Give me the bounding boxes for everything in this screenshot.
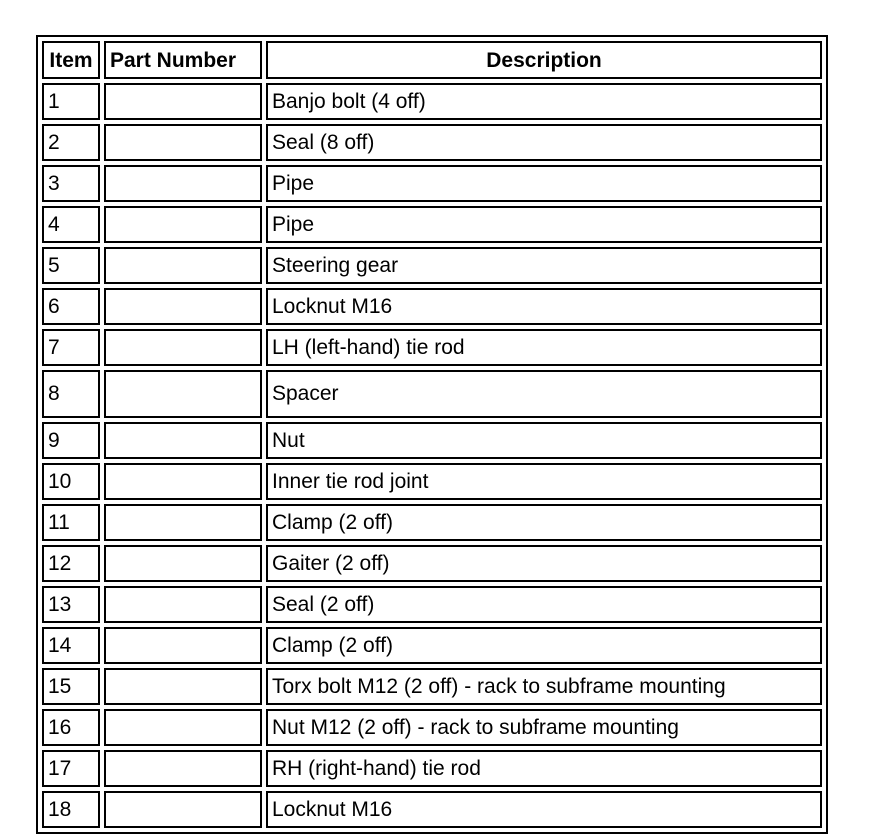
description-cell: Nut [266, 422, 822, 459]
part-number-cell [104, 750, 262, 787]
table-row [42, 627, 822, 664]
part-number-cell [104, 709, 262, 746]
table-row [42, 329, 822, 366]
table-row [42, 165, 822, 202]
table-row [42, 247, 822, 284]
table-row [42, 545, 822, 582]
part-number-cell [104, 165, 262, 202]
description-cell: Locknut M16 [266, 791, 822, 828]
table-row [42, 750, 822, 787]
table-row [42, 422, 822, 459]
item-cell: 18 [42, 791, 100, 828]
item-cell: 11 [42, 504, 100, 541]
item-cell: 17 [42, 750, 100, 787]
part-number-cell [104, 668, 262, 705]
item-cell: 12 [42, 545, 100, 582]
description-cell: Banjo bolt (4 off) [266, 83, 822, 120]
item-cell: 15 [42, 668, 100, 705]
part-number-cell [104, 83, 262, 120]
item-cell: 3 [42, 165, 100, 202]
description-cell: Pipe [266, 206, 822, 243]
description-cell: LH (left-hand) tie rod [266, 329, 822, 366]
table-row [42, 463, 822, 500]
description-cell: Torx bolt M12 (2 off) - rack to subframe mounting [266, 668, 822, 705]
table-row [42, 668, 822, 705]
description-cell: Pipe [266, 165, 822, 202]
description-cell: Inner tie rod joint [266, 463, 822, 500]
part-number-cell [104, 206, 262, 243]
item-cell: 1 [42, 83, 100, 120]
header-row [42, 41, 822, 79]
part-number-cell [104, 329, 262, 366]
description-cell: Spacer [266, 370, 822, 418]
description-cell: Clamp (2 off) [266, 627, 822, 664]
item-cell: 6 [42, 288, 100, 325]
part-number-cell [104, 463, 262, 500]
item-cell: 14 [42, 627, 100, 664]
part-number-cell [104, 586, 262, 623]
table-row [42, 206, 822, 243]
table-row [42, 370, 822, 418]
description-cell: Clamp (2 off) [266, 504, 822, 541]
description-cell: Gaiter (2 off) [266, 545, 822, 582]
parts-table [36, 35, 828, 834]
part-number-cell [104, 370, 262, 418]
description-cell: Seal (2 off) [266, 586, 822, 623]
part-number-cell [104, 124, 262, 161]
item-cell: 13 [42, 586, 100, 623]
header-part-number: Part Number [104, 41, 262, 79]
description-cell: Locknut M16 [266, 288, 822, 325]
part-number-cell [104, 545, 262, 582]
part-number-cell [104, 627, 262, 664]
table-row [42, 791, 822, 828]
description-cell: Nut M12 (2 off) - rack to subframe mounting [266, 709, 822, 746]
item-cell: 10 [42, 463, 100, 500]
item-cell: 4 [42, 206, 100, 243]
description-cell: Seal (8 off) [266, 124, 822, 161]
item-cell: 8 [42, 370, 100, 418]
part-number-cell [104, 791, 262, 828]
table-row [42, 504, 822, 541]
table-row [42, 124, 822, 161]
table-row [42, 709, 822, 746]
description-cell: Steering gear [266, 247, 822, 284]
header-item: Item [42, 41, 100, 79]
part-number-cell [104, 422, 262, 459]
part-number-cell [104, 504, 262, 541]
item-cell: 5 [42, 247, 100, 284]
part-number-cell [104, 288, 262, 325]
part-number-cell [104, 247, 262, 284]
description-cell: RH (right-hand) tie rod [266, 750, 822, 787]
header-description: Description [266, 41, 822, 79]
item-cell: 16 [42, 709, 100, 746]
item-cell: 9 [42, 422, 100, 459]
item-cell: 7 [42, 329, 100, 366]
table-row [42, 586, 822, 623]
table-row [42, 288, 822, 325]
table-row [42, 83, 822, 120]
item-cell: 2 [42, 124, 100, 161]
